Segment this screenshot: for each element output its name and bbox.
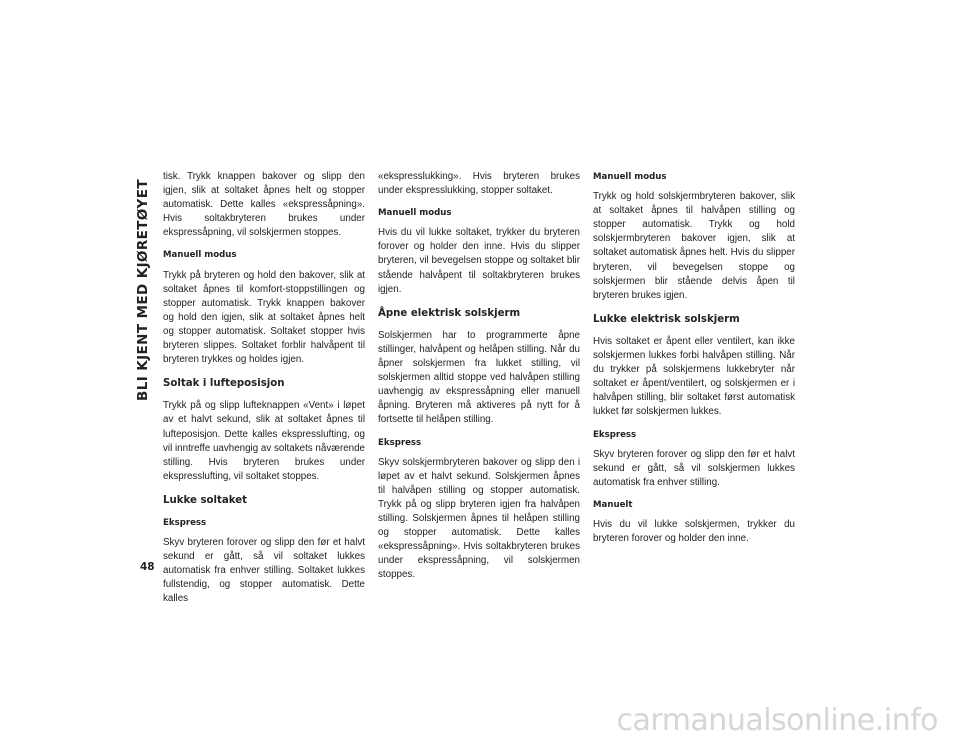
subheading-ekspress: Ekspress: [163, 517, 207, 528]
section-title-vertical: [132, 160, 154, 420]
text-column-3: [593, 170, 795, 554]
watermark: carmanualsonline.info: [616, 703, 938, 738]
heading-apne-solskjerm: Åpne elektrisk solskjerm: [378, 307, 521, 319]
section-title: BLI KJENT MED KJØRETØYET: [135, 179, 152, 401]
subheading-manuell-modus: Manuell modus: [593, 172, 667, 182]
text-column-2: [378, 170, 580, 590]
paragraph: Hvis du vil lukke solskjermen, trykker du bryteren forover og holder den inne.: [593, 518, 795, 545]
subheading-ekspress: Ekspress: [378, 437, 422, 448]
paragraph: Solskjermen har to programmerte åpne stillinger, halvåpent og helåpen stilling. Når du åpner solskjermen fra lukket stilling, vil solskjermen alltid stoppe ved halvåpen stilling uavhengig av ekspressåpning eller manuell åpning. Bryteren må aktiveres på nytt for å fortsette til helåpen stilling.: [378, 329, 580, 426]
text-column-1: [163, 170, 365, 615]
subheading-manuell-modus: Manuell modus: [378, 208, 452, 219]
page-number: 48: [140, 561, 155, 573]
subheading-manuelt: Manuelt: [593, 499, 633, 510]
heading-lukke-solskjerm: Lukke elektrisk solskjerm: [593, 313, 740, 325]
heading-lukke-soltaket: Lukke soltaket: [163, 494, 248, 506]
paragraph: «ekspresslukking». Hvis bryteren brukes under ekspresslukking, stopper soltaket.: [378, 171, 580, 197]
paragraph: Hvis soltaket er åpent eller ventilert, kan ikke solskjermen lukkes forbi halvåpen stilling. Når du trykker på solskjermens lukkebryter når soltaket er åpent/ventilert, og solskjermen er i halvåpen stilling, blir soltaket først automatisk lukket før solskjermen lukkes.: [593, 335, 795, 418]
paragraph: Skyv bryteren forover og slipp den før et halvt sekund er gått, så vil solskjermen lukkes automatisk fra enhver stilling.: [593, 448, 795, 488]
paragraph: Trykk og hold solskjermbryteren bakover, slik at soltaket åpnes til halvåpen stilling og stopper automatisk. Trykk og hold solskjermbryteren bakover igjen, slik at soltaket automatisk åpnes helt. Hvis du slipper bryteren, vil bevegelsen stoppe og solskjermen blir stående delvis åpen til bryteren brukes igjen.: [593, 191, 795, 301]
paragraph: tisk. Trykk knappen bakover og slipp den igjen, slik at soltaket åpnes helt og stopper automatisk. Dette kalles «ekspressåpning». Hvis soltakbryteren brukes under ekspressåpning, vil solskjermen stoppes.: [163, 171, 365, 239]
paragraph: Skyv bryteren forover og slipp den før et halvt sekund er gått, så vil soltaket lukkes automatisk fra enhver stilling. Soltaket lukkes fullstendig, og stopper automatisk. Dette kalles: [163, 537, 365, 605]
paragraph: Skyv solskjermbryteren bakover og slipp den i løpet av et halvt sekund. Solskjermen åpnes til halvåpen stilling og stopper automatisk. Trykk på og slipp bryteren igjen fra halvåpen stilling. Solskjermen åpnes til helåpen stilling og stopper automatisk. Dette kalles «ekspressåpning». Hvis soltakbryteren brukes under ekspressåpning, vil solskjermen stoppes.: [378, 456, 580, 581]
paragraph: Trykk på bryteren og hold den bakover, slik at soltaket åpnes til komfort-stoppstillingen og stopper automatisk. Trykk knappen bakover og hold den igjen, slik at soltaket åpnes helt og stopper automatisk. Soltaket stopper hvis bryteren slippes. Soltaket forblir halvåpent til bryteren trykkes og holdes igjen.: [163, 269, 365, 366]
subheading-manuell-modus: Manuell modus: [163, 250, 237, 261]
paragraph: Hvis du vil lukke soltaket, trykker du bryteren forover og holder den inne. Hvis du slipper bryteren, vil bevegelsen stoppe og soltaket blir stående halvåpent til soltakbryteren brukes igjen.: [378, 227, 580, 295]
paragraph: Trykk på og slipp lufteknappen «Vent» i løpet av et halvt sekund, slik at soltaket åpnes til lufteposisjon. Dette kalles ekspresslufting, og vil inntreffe uavhengig av soltakets nåværende stilling. Hvis bryteren brukes under ekspresslufting, vil soltaket stoppes.: [163, 400, 365, 482]
subheading-ekspress: Ekspress: [593, 429, 637, 440]
heading-soltak-lufteposisjon: Soltak i lufteposisjon: [163, 378, 285, 390]
